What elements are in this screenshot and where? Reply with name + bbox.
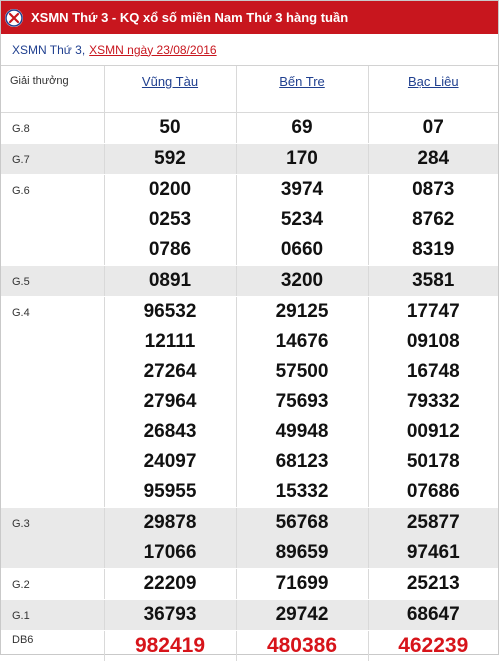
result-number: 95955 xyxy=(143,480,197,502)
result-cell xyxy=(368,265,498,296)
result-number: 29878 xyxy=(143,511,197,533)
result-number: 22209 xyxy=(143,572,197,594)
prize-label: G.3 xyxy=(1,507,104,568)
result-number: 26843 xyxy=(143,420,197,442)
prize-header-label: Giải thưởng xyxy=(10,75,69,87)
result-number: 25877 xyxy=(406,511,460,533)
result-number: 07686 xyxy=(406,480,460,502)
result-number: 27964 xyxy=(143,390,197,412)
result-number: 170 xyxy=(286,147,318,169)
result-cell xyxy=(104,568,236,599)
result-number: 0253 xyxy=(148,208,192,230)
table-row xyxy=(1,112,498,143)
result-number: 3581 xyxy=(412,269,455,291)
result-number: 36793 xyxy=(143,603,197,625)
result-cell xyxy=(104,599,236,630)
result-cell xyxy=(104,507,236,568)
prize-label: G.1 xyxy=(1,599,104,630)
result-cell xyxy=(368,112,498,143)
result-cell xyxy=(368,568,498,599)
result-cell xyxy=(104,174,236,265)
result-cell xyxy=(368,174,498,265)
result-number: 3200 xyxy=(280,269,324,291)
result-number: 15332 xyxy=(275,480,329,502)
result-number: 5234 xyxy=(280,208,324,230)
result-number: 50 xyxy=(159,116,181,138)
result-cell xyxy=(236,174,368,265)
result-number: 79332 xyxy=(406,390,460,412)
result-number: 0660 xyxy=(280,238,324,260)
result-cell xyxy=(236,112,368,143)
prize-label: G.6 xyxy=(1,174,104,265)
result-cell xyxy=(236,630,368,661)
result-cell xyxy=(104,630,236,661)
prize-label: G.7 xyxy=(1,143,104,174)
result-cell xyxy=(368,296,498,507)
prize-label: G.4 xyxy=(1,296,104,507)
prize-label: DB6 xyxy=(1,630,104,661)
result-cell xyxy=(236,143,368,174)
table-row xyxy=(1,630,498,661)
table-row xyxy=(1,143,498,174)
table-row xyxy=(1,599,498,630)
result-number: 96532 xyxy=(143,300,197,322)
date-link[interactable]: XSMN ngày 23/08/2016 xyxy=(89,42,217,57)
column-header-province xyxy=(104,66,236,112)
result-number: 0200 xyxy=(148,178,192,200)
result-cell xyxy=(236,599,368,630)
column-header-prize xyxy=(1,66,104,112)
result-cell xyxy=(104,296,236,507)
result-number: 3974 xyxy=(280,178,324,200)
result-cell xyxy=(104,112,236,143)
result-cell xyxy=(236,265,368,296)
breadcrumb xyxy=(1,34,498,66)
table-row xyxy=(1,296,498,507)
province-link[interactable]: Bạc Liêu xyxy=(407,74,459,89)
table-header-row xyxy=(1,66,498,112)
result-number: 0786 xyxy=(148,238,192,260)
result-number: 8762 xyxy=(412,208,455,230)
special-prize-number: 982419 xyxy=(134,633,206,657)
result-number: 50178 xyxy=(406,450,460,472)
title-bar xyxy=(1,1,498,34)
result-number: 69 xyxy=(291,116,313,138)
table-row xyxy=(1,174,498,265)
result-number: 17066 xyxy=(143,541,197,563)
column-header-province xyxy=(368,66,498,112)
result-number: 00912 xyxy=(406,420,460,442)
result-cell xyxy=(104,143,236,174)
special-prize-number: 480386 xyxy=(266,633,338,657)
result-cell xyxy=(368,143,498,174)
special-prize-number: 462239 xyxy=(398,633,469,657)
result-number: 68123 xyxy=(275,450,329,472)
breadcrumb-prefix: XSMN Thứ 3, xyxy=(12,42,86,57)
result-number: 16748 xyxy=(406,360,460,382)
result-cell xyxy=(368,630,498,661)
table-row xyxy=(1,568,498,599)
result-number: 29742 xyxy=(275,603,329,625)
table-row xyxy=(1,507,498,568)
results-table xyxy=(1,66,498,662)
result-number: 57500 xyxy=(275,360,329,382)
result-number: 97461 xyxy=(406,541,460,563)
result-number: 75693 xyxy=(275,390,329,412)
province-link[interactable]: Bến Tre xyxy=(279,74,325,89)
result-number: 27264 xyxy=(143,360,197,382)
result-cell xyxy=(236,568,368,599)
province-link[interactable]: Vũng Tàu xyxy=(141,74,199,89)
result-number: 71699 xyxy=(275,572,329,594)
result-number: 0873 xyxy=(412,178,455,200)
table-row xyxy=(1,265,498,296)
result-number: 49948 xyxy=(275,420,329,442)
result-number: 56768 xyxy=(275,511,329,533)
column-header-province xyxy=(236,66,368,112)
result-cell xyxy=(368,599,498,630)
result-number: 07 xyxy=(422,116,444,138)
result-number: 25213 xyxy=(406,572,460,594)
result-cell xyxy=(368,507,498,568)
result-number: 592 xyxy=(154,147,186,169)
prize-label: G.2 xyxy=(1,568,104,599)
page-title: XSMN Thứ 3 - KQ xổ số miền Nam Thứ 3 hàng tuần xyxy=(31,10,349,25)
result-cell xyxy=(104,265,236,296)
result-number: 14676 xyxy=(275,330,329,352)
lottery-ball-icon xyxy=(5,9,23,27)
result-number: 68647 xyxy=(406,603,460,625)
results-body xyxy=(1,112,498,661)
result-number: 284 xyxy=(417,147,450,169)
result-number: 0891 xyxy=(148,269,192,291)
result-number: 12111 xyxy=(144,330,196,352)
result-cell xyxy=(236,296,368,507)
result-number: 09108 xyxy=(406,330,460,352)
result-number: 8319 xyxy=(412,238,455,260)
result-cell xyxy=(236,507,368,568)
prize-label: G.8 xyxy=(1,112,104,143)
result-number: 29125 xyxy=(275,300,329,322)
prize-label: G.5 xyxy=(1,265,104,296)
result-number: 89659 xyxy=(275,541,329,563)
result-number: 24097 xyxy=(143,450,197,472)
result-number: 17747 xyxy=(406,300,460,322)
